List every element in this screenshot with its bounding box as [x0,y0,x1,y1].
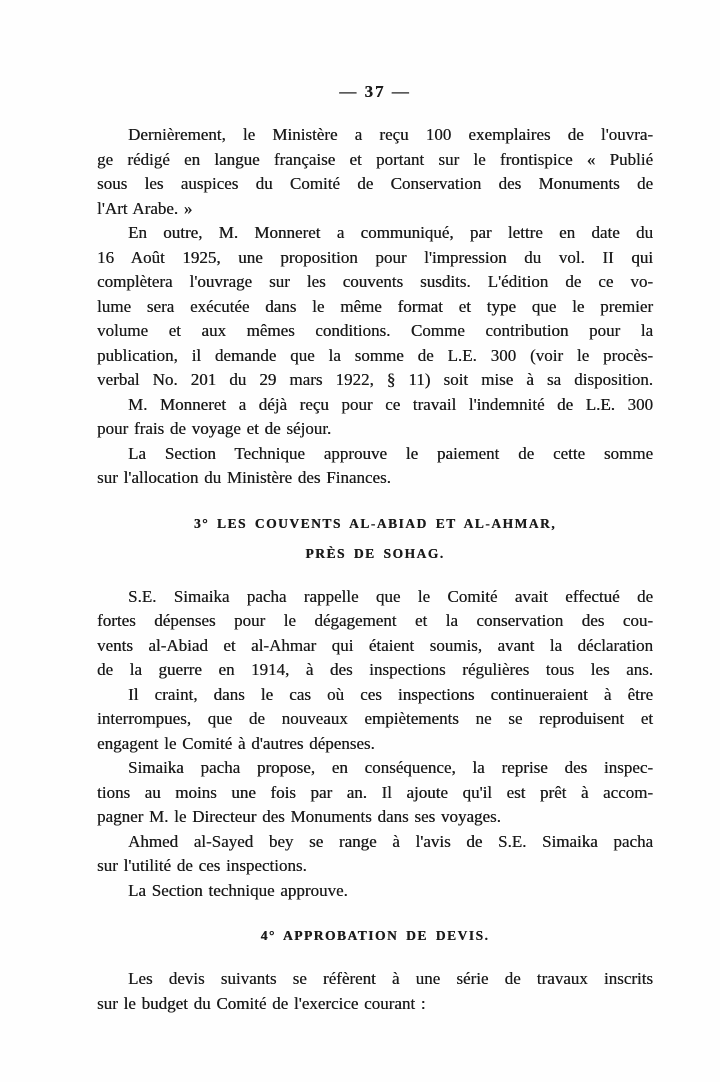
text-line: vents al-Abiad et al-Ahmar qui étaient soumis, avant la déclaration [97,635,653,655]
text-line: Dernièrement, le Ministère a reçu 100 exemplaires de l'ouvra- [128,125,653,144]
text-line: Ahmed al-Sayed bey se range à l'avis de S.E. Simaika pacha [128,831,653,851]
text-line: Simaika pacha propose, en conséquence, la reprise des inspec- [128,758,653,777]
text-line: Les devis suivants se réfèrent à une série de travaux inscrits [128,969,653,988]
text-line: de la guerre en 1914, à des inspections régulières tous les ans. [97,660,653,679]
text-line: pour frais de voyage et de séjour. [97,419,332,438]
text-line: sous les auspices du Comité de Conservation des Monuments de [97,174,653,193]
document-body [97,123,653,1016]
text-line: interrompues, que de nouveaux empiètements ne se reproduisent et [97,709,653,728]
text-line: S.E. Simaika pacha rappelle que le Comité avait effectué de [128,586,653,606]
heading-line: 4° APPROBATION DE DEVIS. [260,928,490,943]
paragraph [97,967,653,1016]
text-line: pagner M. le Directeur des Monuments dans ses voyages. [97,807,501,826]
text-line: volume et aux mêmes conditions. Comme contribution pour la [97,321,653,340]
paragraph [97,123,653,221]
text-line: La Section technique approuve. [128,880,348,900]
heading-line: 3° LES COUVENTS AL-ABIAD ET AL-AHMAR, [193,515,557,531]
text-line: tions au moins une fois par an. Il ajoute qu'il est prêt à accom- [97,782,653,802]
paragraph [97,442,653,491]
text-line: sur le budget du Comité de l'exercice courant : [97,993,426,1013]
paragraph [97,585,653,683]
text-line: ge rédigé en langue française et portant sur le frontispice « Publié [97,149,653,169]
text-line: fortes dépenses pour le dégagement et la conservation des cou- [97,611,653,630]
text-line: M. Monneret a déjà reçu pour ce travail l'indemnité de L.E. 300 [128,394,653,414]
paragraph [97,756,653,830]
text-line: La Section Technique approuve le paiement de cette somme [128,443,653,463]
text-line: verbal No. 201 du 29 mars 1922, § 11) soit mise à sa disposition. [97,370,653,389]
text-line: sur l'allocation du Ministère des Finances. [97,468,391,487]
text-line: 16 Août 1925, une proposition pour l'impression du vol. II qui [97,247,653,267]
text-line: Il craint, dans le cas où ces inspections continueraient à être [128,684,653,704]
text-line: publication, il demande que la somme de L.E. 300 (voir le procès- [97,345,653,365]
heading-line: PRÈS DE SOHAG. [305,545,445,561]
text-line: complètera l'ouvrage sur les couvents susdits. L'édition de ce vo- [97,272,653,291]
text-line: engagent le Comité à d'autres dépenses. [97,733,375,753]
paragraph [97,830,653,879]
paragraph [97,879,653,904]
text-line: l'Art Arabe. » [97,198,193,218]
section-heading [97,509,653,569]
paragraph [97,393,653,442]
text-line: En outre, M. Monneret a communiqué, par lettre en date du [128,223,653,242]
paragraph [97,683,653,757]
paragraph [97,221,653,393]
text-line: lume sera exécutée dans le même format et type que le premier [97,296,653,316]
section-heading [97,921,653,951]
text-line: sur l'utilité de ces inspections. [97,856,307,875]
page-number: — 37 — [339,82,411,101]
